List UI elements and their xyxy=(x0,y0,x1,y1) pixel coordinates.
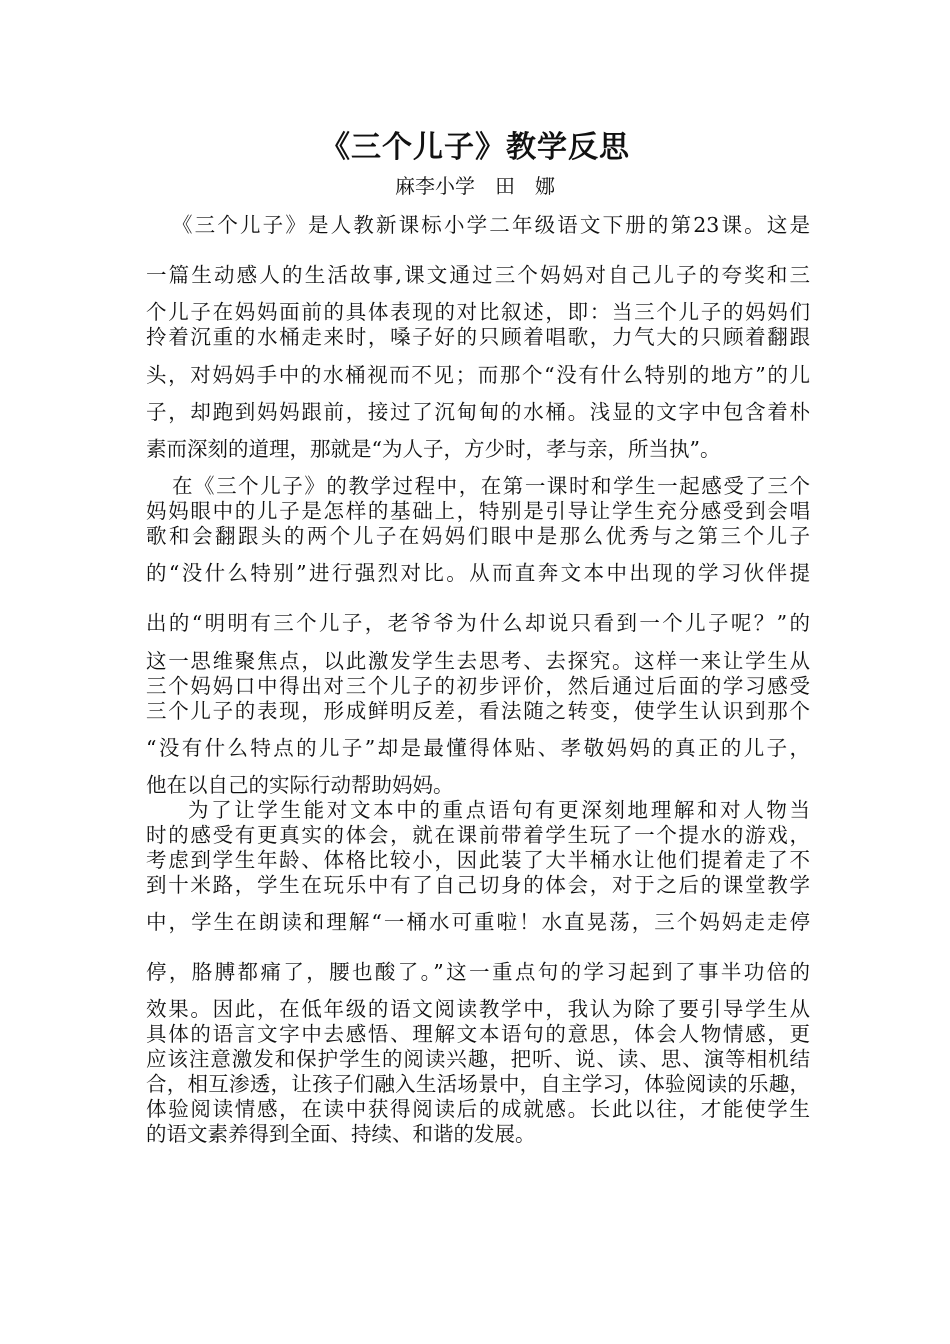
paragraph-1-line-7: 素而深刻的道理，那就是“为人子，方少时，孝与亲，所当执”。 xyxy=(146,437,721,461)
paragraph-1-line-1: 《三个儿子》是人教新课标小学二年级语文下册的第23课。这是 xyxy=(172,213,810,237)
paragraph-3-line-8: 具体的语言文字中去感悟、理解文本语句的意思，体会人物情感，更 xyxy=(146,1022,810,1046)
paragraph-2-line-5: 出的“明明有三个儿子，老爷爷为什么却说只看到一个儿子呢？”的 xyxy=(146,611,810,635)
paragraph-1-line-4: 拎着沉重的水桶走来时，嗓子好的只顾着唱歌，力气大的只顾着翻跟 xyxy=(146,325,810,349)
paragraph-2-line-7: 三个妈妈口中得出对三个儿子的初步评价，然后通过后面的学习感受 xyxy=(146,674,810,698)
paragraph-2-line-3: 歌和会翻跟头的两个儿子在妈妈们眼中是那么优秀与之第三个儿子 xyxy=(146,524,810,548)
paragraph-3-line-6: 停，胳膊都痛了，腰也酸了。”这一重点句的学习起到了事半功倍的 xyxy=(146,960,810,984)
page-title: 《三个儿子》教学反思 xyxy=(320,130,630,165)
paragraph-3-line-9: 应该注意激发和保护学生的阅读兴趣，把听、说、读、思、演等相机结 xyxy=(146,1047,810,1071)
paragraph-3-line-3: 考虑到学生年龄、体格比较小，因此装了大半桶水让他们提着走了不 xyxy=(146,848,810,872)
paragraph-1-line-3: 个儿子在妈妈面前的具体表现的对比叙述，即：当三个儿子的妈妈们 xyxy=(146,300,810,324)
paragraph-3-line-12: 的语文素养得到全面、持续、和谐的发展。 xyxy=(146,1122,536,1146)
paragraph-3-line-5: 中，学生在朗读和理解“一桶水可重啦！水直晃荡，三个妈妈走走停 xyxy=(146,910,810,934)
paragraph-3-line-1: 为了让学生能对文本中的重点语句有更深刻地理解和对人物当 xyxy=(188,798,810,822)
paragraph-2-line-10: 他在以自己的实际行动帮助妈妈。 xyxy=(146,773,454,797)
paragraph-1-line-6: 子，却跑到妈妈跟前，接过了沉甸甸的水桶。浅显的文字中包含着朴 xyxy=(146,400,810,424)
paragraph-3-line-7: 效果。因此，在低年级的语文阅读教学中，我认为除了要引导学生从 xyxy=(146,997,810,1021)
paragraph-1-line-2: 一篇生动感人的生活故事,课文通过三个妈妈对自己儿子的夸奖和三 xyxy=(146,263,810,287)
paragraph-3-line-10: 合，相互渗透，让孩子们融入生活场景中，自主学习，体验阅读的乐趣， xyxy=(146,1072,810,1096)
author-line: 麻李小学 田 娜 xyxy=(395,174,555,198)
paragraph-2-line-6: 这一思维聚焦点，以此激发学生去思考、去探究。这样一来让学生从 xyxy=(146,649,810,673)
paragraph-3-line-4: 到十米路，学生在玩乐中有了自己切身的体会，对于之后的课堂教学 xyxy=(146,873,810,897)
paragraph-2-line-4: 的“没什么特别”进行强烈对比。从而直奔文本中出现的学习伙伴提 xyxy=(146,561,810,585)
paragraph-2-line-2: 妈妈眼中的儿子是怎样的基础上，特别是引导让学生充分感受到会唱 xyxy=(146,499,810,523)
paragraph-3-line-2: 时的感受有更真实的体会，就在课前带着学生玩了一个提水的游戏， xyxy=(146,823,810,847)
paragraph-3-line-11: 体验阅读情感，在读中获得阅读后的成就感。长此以往，才能使学生 xyxy=(146,1097,810,1121)
paragraph-2-line-1: 在《三个儿子》的教学过程中，在第一课时和学生一起感受了三个 xyxy=(172,474,810,498)
paragraph-2-line-9: “没有什么特点的儿子”却是最懂得体贴、孝敬妈妈的真正的儿子， xyxy=(146,736,810,760)
paragraph-1-line-5: 头，对妈妈手中的水桶视而不见；而那个“没有什么特别的地方”的儿 xyxy=(146,363,810,387)
paragraph-2-line-8: 三个儿子的表现，形成鲜明反差，看法随之转变，使学生认识到那个 xyxy=(146,699,810,723)
